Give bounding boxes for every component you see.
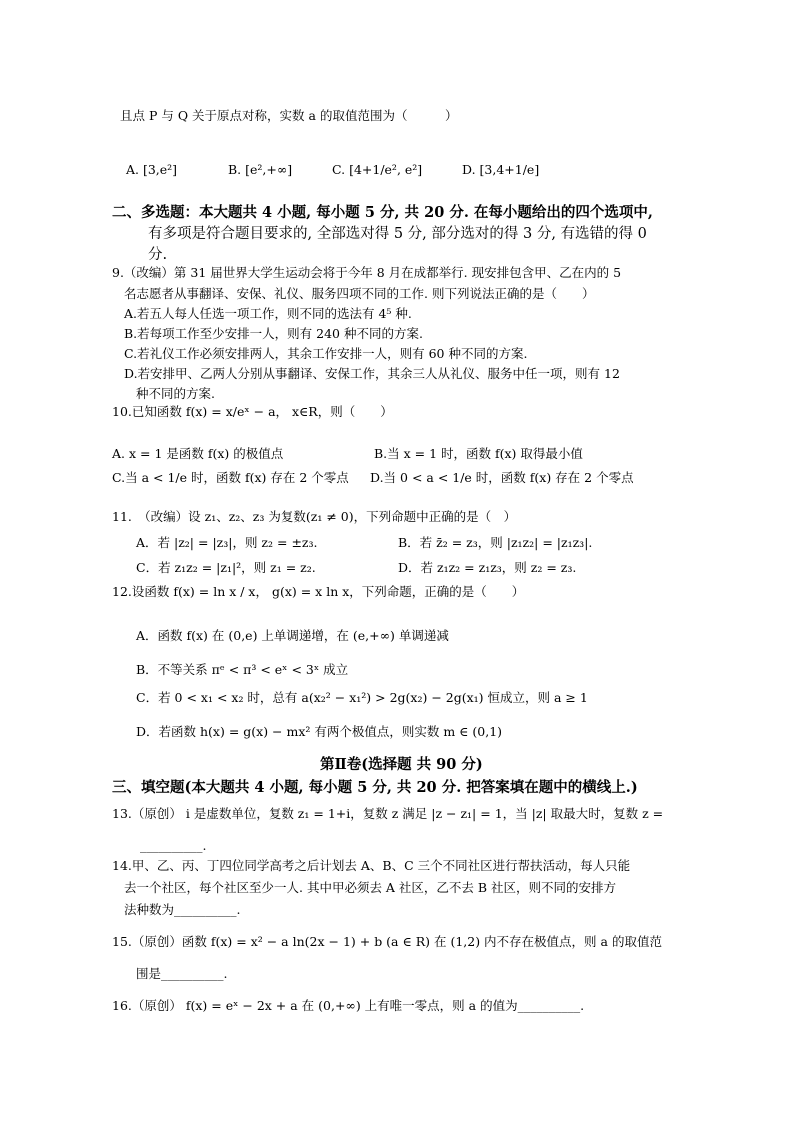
q14-line3: 法种数为__________. (124, 902, 241, 917)
q13-line1: 13.（原创） i 是虚数单位，复数 z₁ = 1+i，复数 z 满足 |z − z₁| = 1，当 |z| 取最大时，复数 z = (112, 806, 664, 821)
q15-line1: 15.（原创）函数 f(x) = x² − a ln(2x − 1) + b (a ∈ R) 在 (1,2) 内不存在极值点，则 a 的取值范 (112, 934, 662, 949)
q10-stem: 10.已知函数 f(x) = x/eˣ − a， x∈R，则（ ） (112, 404, 393, 419)
q10-option-b: B.当 x = 1 时，函数 f(x) 取得最小值 (374, 446, 583, 461)
q12-option-d: D．若函数 h(x) = g(x) − mx² 有两个极值点，则实数 m ∈ (0,1) (136, 724, 503, 739)
q9-option-d-line1: D.若安排甲、乙两人分别从事翻译、安保工作，其余三人从礼仪、服务中任一项，则有 12 (124, 366, 620, 381)
q8-option-c: C. [4+1/e², e²] (332, 162, 423, 177)
section3-heading: 三、填空题(本大题共 4 小题, 每小题 5 分, 共 20 分. 把答案填在题中的横线上.) (112, 779, 638, 796)
section2-line3: 分. (148, 247, 168, 263)
q11-option-a: A．若 |z₂| = |z₃|，则 z₂ = ±z₃. (136, 535, 318, 550)
q11-option-b: B．若 z̄₂ = z₃，则 |z₁z₂| = |z₁z₃|. (398, 535, 593, 550)
q8-option-d: D. [3,4+1/e] (462, 162, 540, 177)
q11-stem: 11. （改编）设 z₁、z₂、z₃ 为复数(z₁ ≠ 0)，下列命题中正确的是（ ） (112, 509, 517, 524)
q14-line2: 去一个社区，每个社区至少一人. 其中甲必须去 A 社区，乙不去 B 社区，则不同的安排方 (124, 880, 617, 895)
part2-title: 第Ⅱ卷(选择题 共 90 分) (320, 756, 483, 773)
q11-option-c: C．若 z₁z₂ = |z₁|²，则 z₁ = z₂. (136, 560, 316, 575)
section2-line2: 有多项是符合题目要求的, 全部选对得 5 分, 部分选对的得 3 分, 有选错的得 0 (148, 226, 647, 242)
q9-stem-line2: 名志愿者从事翻译、安保、礼仪、服务四项不同的工作. 则下列说法正确的是（ ） (124, 286, 595, 301)
q9-option-d-line2: 种不同的方案. (136, 386, 215, 401)
q12-option-c: C．若 0 < x₁ < x₂ 时，总有 a(x₂² − x₁²) > 2g(x₂) − 2g(x₁) 恒成立，则 a ≥ 1 (136, 690, 588, 705)
q12-stem: 12.设函数 f(x) = ln x / x， g(x) = x ln x，下列命题，正确的是（ ） (112, 584, 525, 599)
q12-option-b: B．不等关系 πᵉ < π³ < eˣ < 3ˣ 成立 (136, 662, 349, 677)
q9-option-a: A.若五人每人任选一项工作，则不同的选法有 4⁵ 种. (124, 306, 412, 321)
q11-option-d: D．若 z₁z₂ = z₁z₃，则 z₂ = z₃. (398, 560, 577, 575)
section2-line1: 二、多选题：本大题共 4 小题, 每小题 5 分, 共 20 分. 在每小题给出的四个选项中, (112, 204, 653, 221)
q13-blank: __________. (140, 838, 207, 853)
q8-tail: 且点 P 与 Q 关于原点对称，实数 a 的取值范围为（ ） (120, 108, 458, 123)
q9-option-c: C.若礼仪工作必须安排两人，其余工作安排一人，则有 60 种不同的方案. (124, 346, 528, 361)
q14-line1: 14.甲、乙、丙、丁四位同学高考之后计划去 A、B、C 三个不同社区进行帮扶活动，每人只能 (112, 858, 631, 873)
q9-stem-line1: 9.（改编）第 31 届世界大学生运动会将于今年 8 月在成都举行. 现安排包含甲、乙在内的 5 (112, 265, 622, 280)
q15-line2: 围是__________. (136, 966, 228, 981)
q10-option-d: D.当 0 < a < 1/e 时，函数 f(x) 存在 2 个零点 (370, 470, 634, 485)
q8-option-a: A. [3,e²] (126, 162, 178, 177)
q9-option-b: B.若每项工作至少安排一人，则有 240 种不同的方案. (124, 326, 423, 341)
q12-option-a: A．函数 f(x) 在 (0,e) 上单调递增，在 (e,+∞) 单调递减 (136, 628, 449, 643)
q16-line1: 16.（原创） f(x) = eˣ − 2x + a 在 (0,+∞) 上有唯一零点，则 a 的值为__________. (112, 998, 585, 1013)
q10-option-a: A. x = 1 是函数 f(x) 的极值点 (112, 446, 284, 461)
q8-option-b: B. [e²,+∞] (228, 162, 293, 177)
q10-option-c: C.当 a < 1/e 时，函数 f(x) 存在 2 个零点 (112, 470, 349, 485)
